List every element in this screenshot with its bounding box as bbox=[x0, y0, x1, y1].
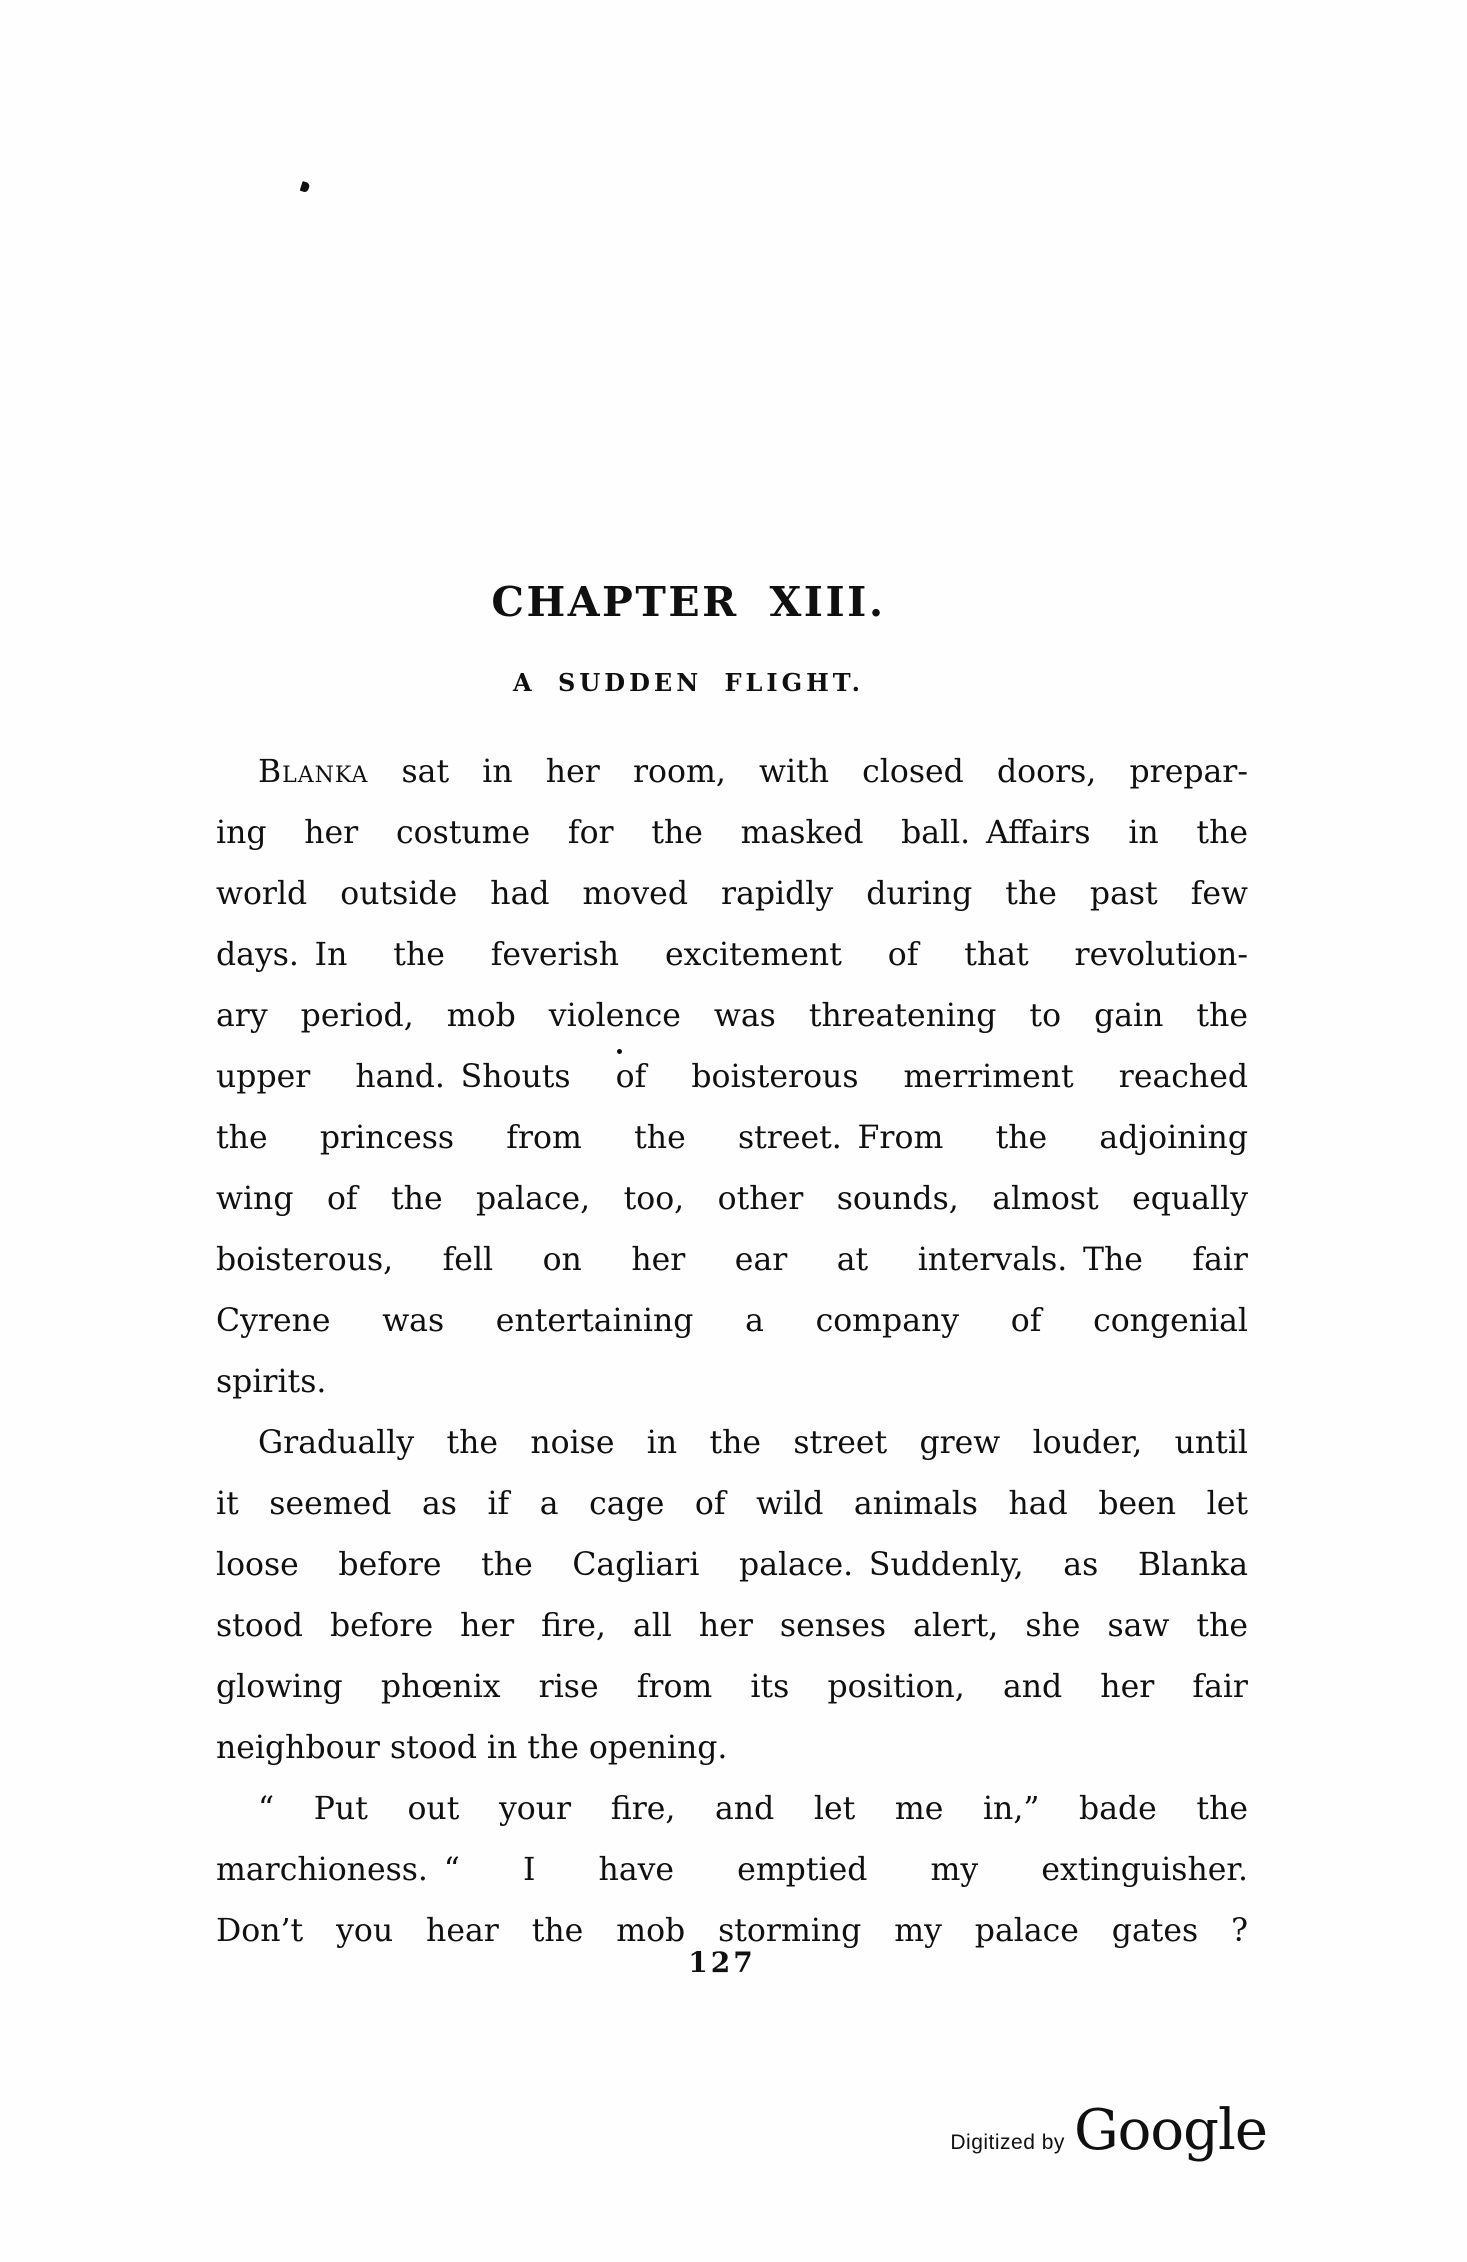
text-line: it seemed as if a cage of wild animals had been let bbox=[216, 1486, 1248, 1522]
text-line: the princess from the street. From the adjoining bbox=[216, 1120, 1248, 1156]
text-line: Gradually the noise in the street grew louder, until bbox=[258, 1425, 1248, 1461]
chapter-heading: CHAPTER XIII. bbox=[491, 578, 886, 626]
text-line: ary period, mob violence was threatening to gain the bbox=[216, 998, 1248, 1034]
paragraph-2 bbox=[216, 1413, 1248, 1779]
paragraph-1 bbox=[216, 742, 1248, 1413]
text-line: glowing phœnix rise from its position, and her fair bbox=[216, 1669, 1248, 1705]
paragraph-3 bbox=[216, 1779, 1248, 1962]
ink-speck bbox=[300, 181, 311, 193]
section-subheading: A SUDDEN FLIGHT. bbox=[513, 668, 864, 697]
text-line: upper hand. Shouts of boisterous merriment reached bbox=[216, 1059, 1248, 1095]
text-line: loose before the Cagliari palace. Suddenly, as Blanka bbox=[216, 1547, 1248, 1583]
text-line: Cyrene was entertaining a company of congenial bbox=[216, 1303, 1248, 1339]
text-line: Don’t you hear the mob storming my palace gates ? bbox=[216, 1913, 1248, 1949]
text-line: neighbour stood in the opening. bbox=[216, 1730, 728, 1766]
text-line: boisterous, fell on her ear at intervals. The fair bbox=[216, 1242, 1248, 1278]
text-line: stood before her fire, all her senses alert, she saw the bbox=[216, 1608, 1248, 1644]
text-line: days. In the feverish excitement of that revolution- bbox=[216, 937, 1248, 973]
text-line: “ Put out your fire, and let me in,” bade the bbox=[258, 1791, 1248, 1827]
text-line: ing her costume for the masked ball. Affairs in the bbox=[216, 815, 1248, 851]
text-line: marchioness. “ I have emptied my extinguisher. bbox=[216, 1852, 1248, 1888]
page-number: 127 bbox=[688, 1946, 756, 1979]
text-line bbox=[216, 742, 1248, 803]
digitized-by-label: Digitized by bbox=[950, 2131, 1065, 2154]
line-text: sat in her room, with closed doors, prepar- bbox=[368, 754, 1248, 790]
google-logo: Google bbox=[1073, 2098, 1267, 2163]
digitizer-credit bbox=[950, 2098, 1267, 2163]
body-text bbox=[216, 742, 1248, 1962]
text-line: spirits. bbox=[216, 1364, 327, 1400]
lead-word-smallcaps: Blanka bbox=[258, 754, 369, 790]
text-line: world outside had moved rapidly during the past few bbox=[216, 876, 1248, 912]
text-line: wing of the palace, too, other sounds, almost equally bbox=[216, 1181, 1248, 1217]
